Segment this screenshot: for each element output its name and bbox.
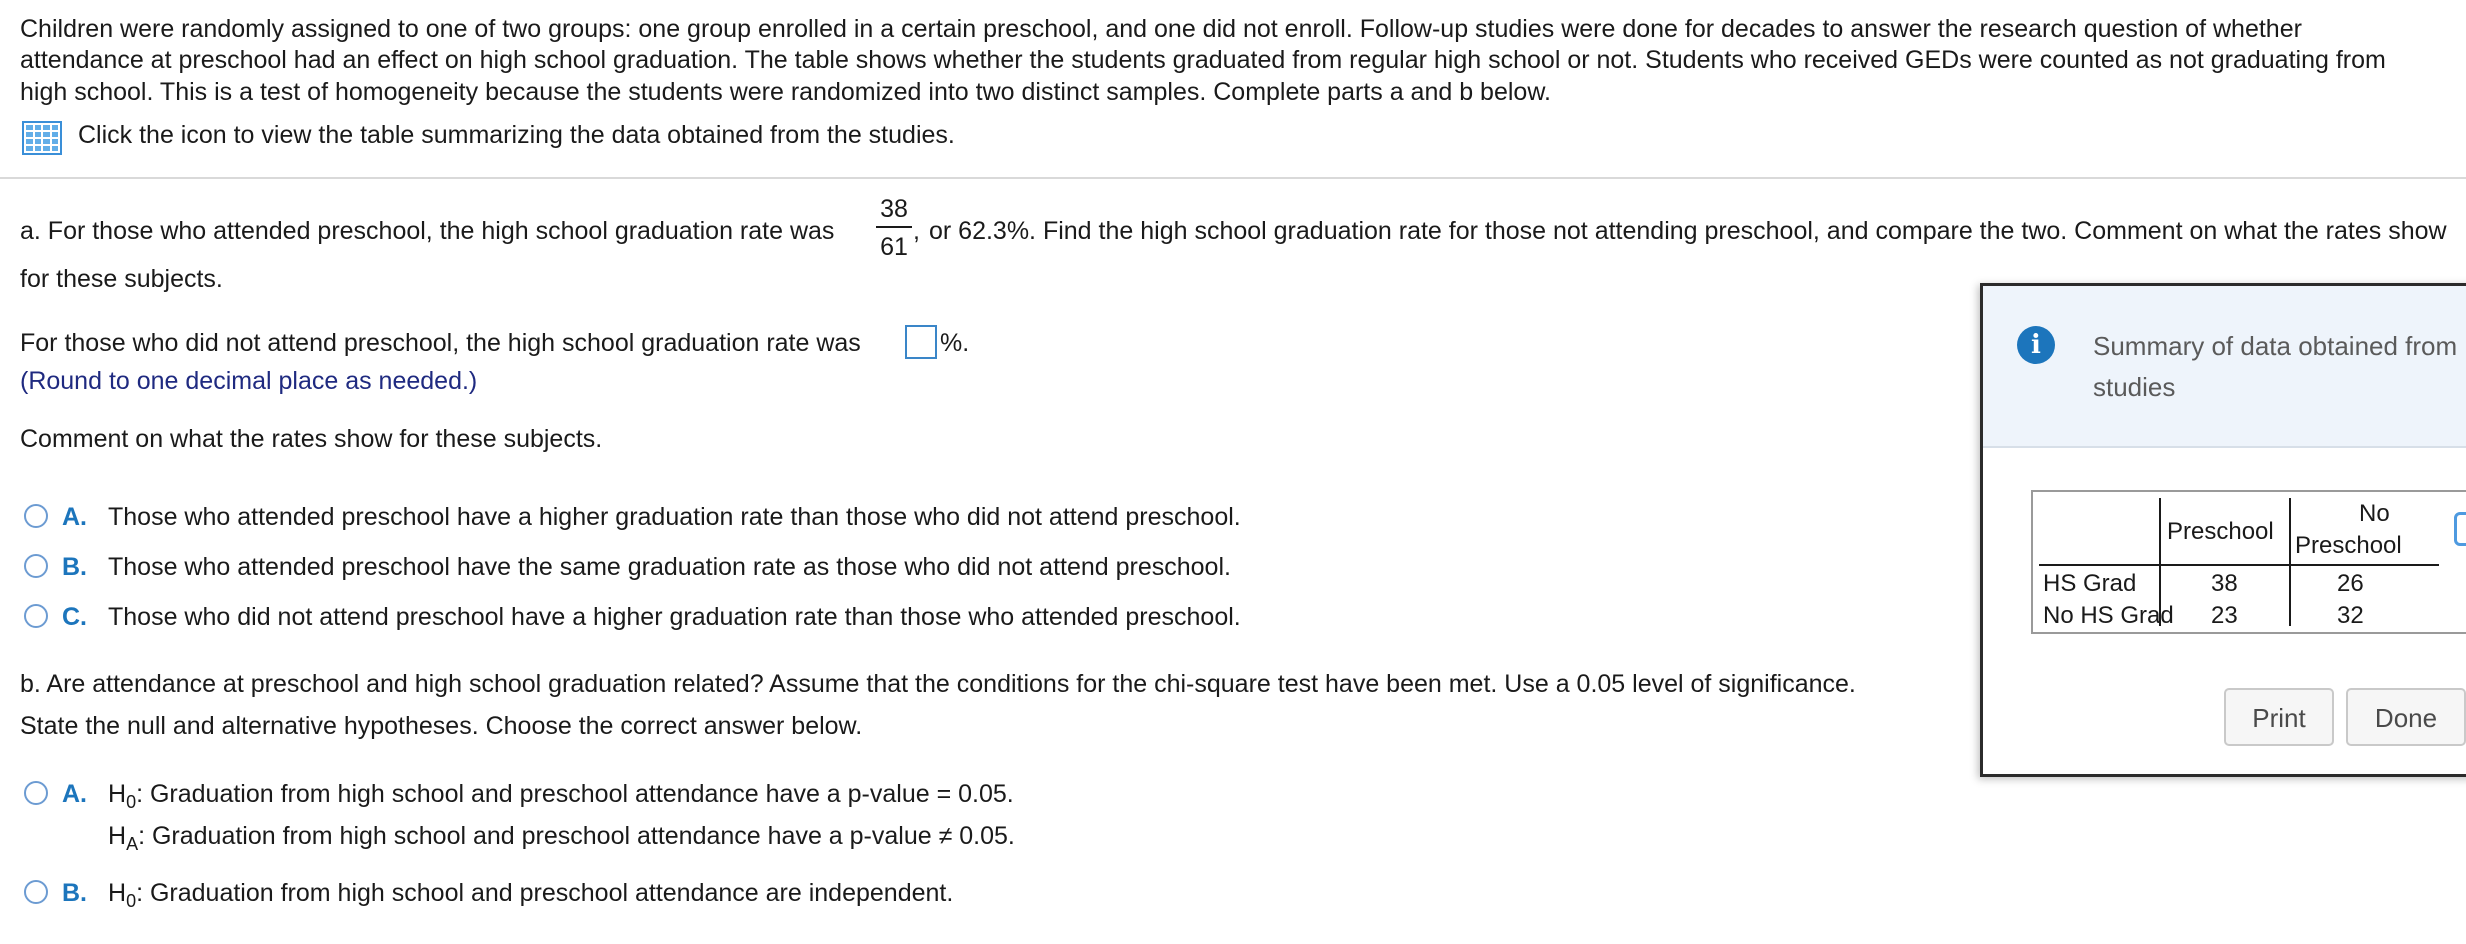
rate-prompt: For those who did not attend preschool, the high school graduation rate was <box>20 329 861 357</box>
part-b-option-b-h0[interactable]: $H_0$: Graduation from high school and preschool attendance are independent. <box>108 879 954 911</box>
round-hint: (Round to one decimal place as needed.) <box>20 367 478 395</box>
part-a-option-a-radio[interactable] <box>24 504 48 528</box>
col-header-no-preschool-line1: No <box>2359 500 2390 527</box>
part-a-prefix: a. For those who attended preschool, the high school graduation rate was <box>20 217 835 245</box>
part-a-line-2: for these subjects. <box>20 265 223 293</box>
fraction-comma: , <box>913 217 920 245</box>
rate-answer-input[interactable] <box>905 325 937 359</box>
dialog-title: Summary of data obtained from studies <box>2093 331 2458 402</box>
part-a-option-c-radio[interactable] <box>24 604 48 628</box>
done-button[interactable]: Done <box>2346 688 2466 746</box>
intro-line-3: high school. This is a test of homogeneity because the students were randomized into two distinct samples. Complete parts a and b below. <box>20 78 1551 106</box>
part-b-option-a-letter: A. <box>62 780 87 808</box>
part-b-option-a-h0[interactable]: $H_0$: Graduation from high school and preschool attendance have a p-value = 0.05. <box>108 780 1014 812</box>
intro-line-1: Children were randomly assigned to one of two groups: one group enrolled in a certain preschool, and one did not enroll. Follow-up studies were done for decades to answer the research question of whether <box>20 15 2302 43</box>
fraction-denominator: 61 <box>880 233 908 261</box>
cell-hs-grad-no-preschool: 26 <box>2337 570 2364 597</box>
part-a-option-b-radio[interactable] <box>24 554 48 578</box>
cell-no-hs-grad-no-preschool: 32 <box>2337 602 2364 629</box>
part-a-option-a-letter: A. <box>62 503 87 531</box>
row-label-no-hs-grad: No HS Grad <box>2043 602 2174 629</box>
cell-hs-grad-preschool: 38 <box>2211 570 2238 597</box>
col-header-no-preschool-line2: Preschool <box>2295 532 2402 559</box>
fraction-bar <box>876 226 912 228</box>
table-icon[interactable] <box>22 121 62 155</box>
intro-line-2: attendance at preschool had an effect on high school graduation. The table shows whether the students graduated from regular high school or not. Students who received GEDs were counted as not graduating from <box>20 46 2386 74</box>
col-header-preschool: Preschool <box>2167 518 2274 545</box>
part-a-option-c-letter: C. <box>62 603 87 631</box>
dialog-header <box>1983 286 2466 448</box>
part-b-instruction: State the null and alternative hypotheses. Choose the correct answer below. <box>20 712 863 740</box>
part-b-option-a-ha[interactable]: $H_A$: Graduation from high school and preschool attendance have a p-value ≠ 0.05. <box>108 822 1015 854</box>
table-divider-h <box>2039 564 2439 566</box>
fraction-numerator: 38 <box>880 195 908 223</box>
part-a-option-b-text[interactable]: Those who attended preschool have the same graduation rate as those who did not attend preschool. <box>108 553 1231 581</box>
summary-table <box>2031 490 2466 634</box>
info-icon: i <box>2017 326 2055 364</box>
part-b-option-a-radio[interactable] <box>24 781 48 805</box>
part-a-option-c-text[interactable]: Those who did not attend preschool have a higher graduation rate than those who attended preschool. <box>108 603 1241 631</box>
table-divider-v2 <box>2289 498 2291 626</box>
print-button[interactable]: Print <box>2224 688 2334 746</box>
part-a-option-b-letter: B. <box>62 553 87 581</box>
row-label-hs-grad: HS Grad <box>2043 570 2137 597</box>
part-b-option-b-radio[interactable] <box>24 880 48 904</box>
cell-no-hs-grad-preschool: 23 <box>2211 602 2238 629</box>
comment-prompt: Comment on what the rates show for these subjects. <box>20 425 603 453</box>
data-summary-dialog <box>1980 283 2466 777</box>
copy-table-icon[interactable] <box>2454 512 2466 546</box>
percent-sign: %. <box>940 329 970 357</box>
table-icon-link-text: Click the icon to view the table summarizing the data obtained from the studies. <box>78 121 955 149</box>
part-b-option-b-letter: B. <box>62 879 87 907</box>
part-a-suffix: or 62.3%. Find the high school graduation rate for those not attending preschool, and compare the two. Comment on what the rates show <box>929 217 2447 245</box>
part-b-question: b. Are attendance at preschool and high school graduation related? Assume that the conditions for the chi-square test have been met. Use a 0.05 level of significance. <box>20 670 1856 698</box>
part-a-option-a-text[interactable]: Those who attended preschool have a higher graduation rate than those who did not attend preschool. <box>108 503 1241 531</box>
divider <box>0 177 2466 179</box>
